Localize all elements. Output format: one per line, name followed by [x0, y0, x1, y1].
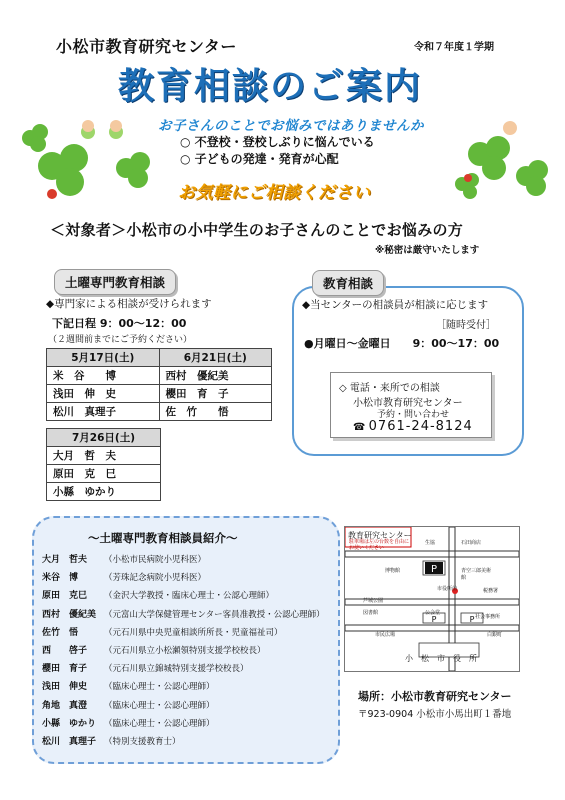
member-role: （小松市民病院小児科医）: [104, 555, 207, 565]
member-row: [42, 734, 181, 747]
date-header: 7月26日(土): [47, 429, 161, 447]
schedule-table: [46, 348, 272, 421]
map: [344, 526, 520, 672]
member-name: 大月 哲夫: [42, 555, 88, 565]
term-label: 令和７年度１学期: [414, 42, 494, 53]
map-label: 公会堂: [425, 610, 441, 616]
page-title: 教育相談のご案内: [118, 66, 423, 107]
consult-desc: ◆当センターの相談員が相談に応じます: [302, 299, 489, 311]
member-name: 原田 克巳: [42, 591, 88, 602]
member-role: （金沢大学教授・臨床心理士・公認心理師）: [104, 591, 275, 602]
member-role: （元石川県立錦城特別支援学校校長）: [104, 664, 249, 675]
tagline: お子さんのことでお悩みではありませんか: [158, 118, 424, 134]
consult-reception: ［随時受付］: [436, 320, 496, 331]
member-name: 小縣 ゆかり: [42, 718, 97, 729]
member-row: [42, 643, 266, 656]
member-role: （芳珠記念病院小児科医）: [104, 573, 207, 584]
map-center-label: 教育研究センター: [348, 531, 412, 540]
member-row: [42, 679, 215, 692]
contact-sub: 予約・問い合わせ: [377, 410, 450, 420]
target-audience: ＜対象者＞小松市の小中学生のお子さんのことでお悩みの方: [50, 221, 464, 239]
counselor-cell: 櫻田 育 子: [159, 385, 272, 403]
concern-item: ○ 子どもの発達・発育が心配: [180, 152, 339, 166]
map-label: 青空三郎美術館: [461, 568, 492, 581]
consult-hours: ●月曜日～金曜日 9：00～17：00: [304, 337, 500, 350]
location-address: 〒923-0904 小松市小馬出町１番地: [358, 709, 512, 720]
concern-item: ○ 不登校・登校しぶりに悩んでいる: [180, 135, 375, 149]
member-role: （臨床心理士・公認心理師）: [104, 682, 215, 693]
parking-mark: P: [431, 615, 437, 624]
member-row: [42, 698, 215, 711]
member-name: 西村 優紀美: [42, 609, 97, 620]
saturday-time: 下記日程 9：00～12：00: [52, 317, 187, 330]
parking-mark: P: [469, 615, 475, 624]
location-name: 場所：小松市教育研究センター: [358, 690, 512, 703]
member-row: [42, 625, 283, 638]
org-name: 小松市教育研究センター: [56, 37, 237, 56]
clover-illustration-left: [12, 108, 162, 208]
counselor-cell: 西村 優紀美: [159, 367, 272, 385]
member-name: 米谷 博: [42, 573, 79, 584]
phone-row[interactable]: [353, 419, 473, 434]
counselor-cell: 小縣 ゆかり: [47, 483, 161, 501]
concern-list: [180, 134, 375, 168]
call-to-action: お気軽にご相談ください: [178, 183, 371, 203]
counselor-cell: 佐 竹 悟: [159, 403, 272, 421]
counselor-cell: 浅田 伸 史: [47, 385, 160, 403]
contact-card: [330, 372, 492, 438]
map-label: 市民広場: [375, 632, 396, 638]
date-header: 5月17日(土): [47, 349, 160, 367]
contact-org: 小松市教育研究センター: [353, 398, 463, 409]
counselor-cell: 松川 真理子: [47, 403, 160, 421]
counselor-cell: 米 谷 博: [47, 367, 160, 385]
parking-mark: P: [430, 564, 438, 575]
member-role: （元石川県中央児童相談所所長・児童福祉司）: [104, 627, 283, 638]
date-header: 6月21日(土): [159, 349, 272, 367]
member-role: （臨床心理士・公認心理師）: [104, 700, 215, 711]
member-role: （元富山大学保健管理センター客員准教授・公認心理師）: [104, 609, 325, 620]
member-name: 松川 真理子: [42, 737, 97, 747]
saturday-consult-title: 土曜専門教育相談: [54, 269, 176, 295]
counselor-intro-title: ～土曜専門教育相談員紹介～: [88, 531, 238, 545]
map-label: 石田商店: [461, 540, 482, 546]
map-label: 税務署: [483, 588, 499, 594]
member-role: （特別支援教育士）: [104, 737, 181, 747]
confidentiality-note: ※秘密は厳守いたします: [375, 245, 480, 256]
member-row: [42, 716, 215, 729]
member-role: （臨床心理士・公認心理師）: [104, 718, 215, 729]
map-label: 生協: [425, 540, 436, 546]
member-row: [42, 570, 206, 583]
member-name: 櫻田 育子: [42, 664, 88, 675]
clover-illustration-right: [440, 118, 550, 208]
map-label: 図書館: [363, 610, 379, 616]
phone-number: 0761-24-8124: [368, 419, 473, 434]
member-row: [42, 661, 249, 674]
map-label: 博物館: [385, 568, 401, 574]
map-city-hall: 小 松 市 役 所: [405, 654, 477, 663]
member-role: （元石川県立小松瀬領特別支援学校校長）: [104, 646, 266, 656]
contact-heading: ◇ 電話・来所での相談: [339, 383, 440, 394]
saturday-desc: ◆専門家による相談が受けられます: [46, 298, 212, 310]
map-label: 市役所前: [437, 586, 458, 592]
map-label: 社会事務所: [475, 614, 501, 620]
member-name: 佐竹 悟: [42, 627, 79, 638]
map-parking-note: 駐車場は左の台数を自由にお使いください: [349, 539, 410, 551]
schedule-table-july: [46, 428, 161, 501]
phone-icon: ☎: [353, 422, 366, 433]
counselor-cell: 大月 哲 夫: [47, 447, 161, 465]
member-name: 角地 真澄: [42, 700, 88, 711]
saturday-note: （２週間前までにご予約ください）: [48, 335, 193, 345]
member-row: [42, 552, 206, 565]
member-row: [42, 588, 274, 601]
map-label: 白銀町: [487, 632, 503, 638]
member-row: [42, 607, 325, 620]
map-label: 芦城公園: [363, 598, 384, 604]
consult-title: 教育相談: [312, 270, 384, 296]
member-name: 西 啓子: [42, 646, 88, 656]
counselor-cell: 原田 克 巳: [47, 465, 161, 483]
member-name: 浅田 伸史: [42, 682, 88, 693]
